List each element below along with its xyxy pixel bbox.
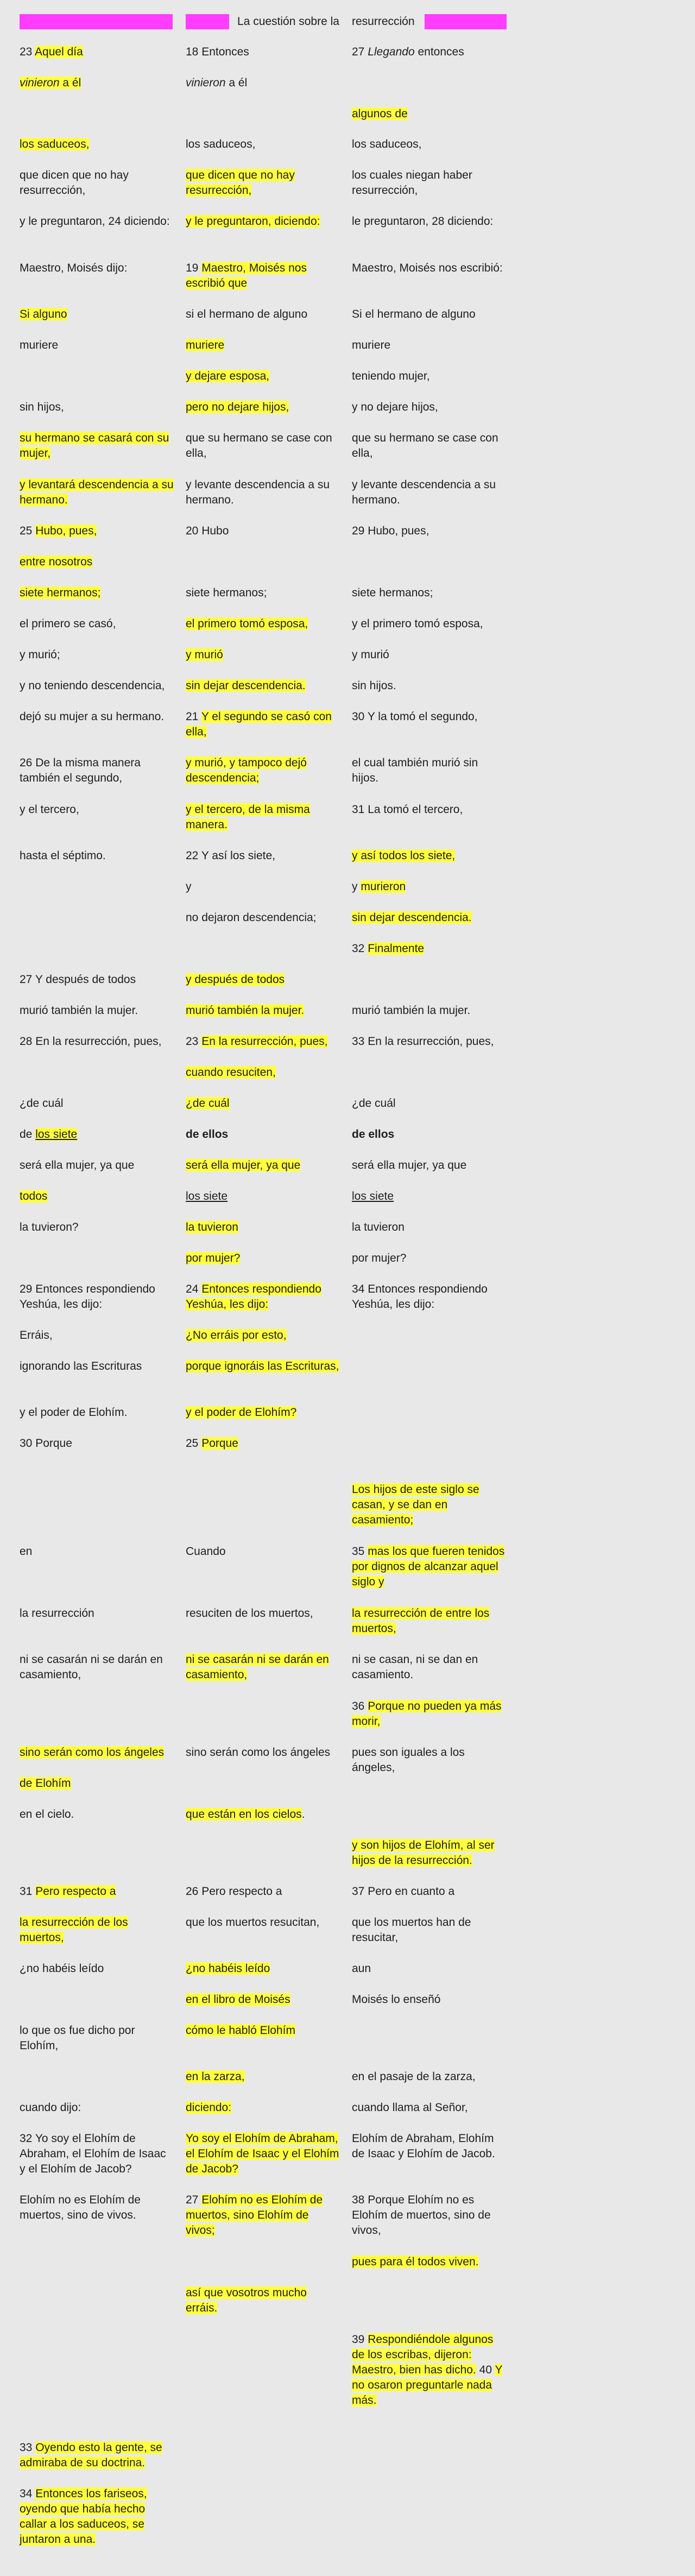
- col-a-row-43: en: [20, 1545, 33, 1558]
- col-a-row-49: en el cielo.: [20, 1808, 74, 1821]
- col-a-row-29: 28 En la resurrección, pues,: [20, 1035, 162, 1048]
- col-b-row-13: y levante descendencia a su hermano.: [186, 478, 330, 506]
- col-c-row-57: cuando llama al Señor,: [352, 2101, 468, 2114]
- col-b-row-1: 18 Entonces: [186, 46, 249, 58]
- col-c-row-34: los siete: [352, 1190, 394, 1202]
- col-a-row-40: y el poder de Elohím.: [20, 1406, 128, 1419]
- col-c-row-21: el cual también murió sin hijos.: [352, 757, 478, 784]
- col-c-row-6: le preguntaron, 28 diciendo:: [352, 215, 494, 228]
- col-c-row-58: Elohím de Abraham, Elohím de Isaac y Elohím de Jacob.: [352, 2132, 495, 2160]
- col-b-row-41: 25 Porque: [186, 1437, 238, 1450]
- col-b-row-6: y le preguntaron, diciendo:: [186, 215, 320, 228]
- col-a-row-18: y murió;: [20, 648, 60, 661]
- col-a-row-6: y le preguntaron, 24 diciendo:: [20, 215, 170, 228]
- col-b-row-25: no dejaron descendencia;: [186, 911, 317, 924]
- col-a-row-41: 30 Porque: [20, 1437, 72, 1450]
- col-b-row-2: vinieron a él: [186, 77, 248, 89]
- col-b-row-5: que dicen que no hay resurrección,: [186, 169, 295, 197]
- col-a-row-37: 29 Entonces respondiendo Yeshúa, les dijo:: [20, 1283, 155, 1311]
- col-a-row-33: será ella mujer, ya que: [20, 1159, 135, 1172]
- col-a-row-13: y levantará descendencia a su hermano.: [20, 478, 174, 506]
- col-c-row-26: 32 Finalmente: [352, 942, 425, 955]
- col-a-row-34: todos: [20, 1190, 48, 1202]
- col-b-row-35: la tuvieron: [186, 1221, 238, 1233]
- col-a-row-22: y el tercero,: [20, 803, 79, 816]
- col-c-row-45: ni se casan, ni se dan en casamiento.: [352, 1653, 478, 1681]
- col-b-row-45: ni se casarán ni se darán en casamiento,: [186, 1653, 329, 1681]
- col-b-row-18: y murió: [186, 648, 223, 661]
- col-a-row-39: ignorando las Escrituras: [20, 1360, 142, 1372]
- col-a-row-58: 32 Yo soy el Elohím de Abraham, el Elohím de Isaac y el Elohím de Jacob?: [20, 2132, 166, 2175]
- col-b-row-14: 20 Hubo: [186, 525, 229, 537]
- col-c-row-4: los saduceos,: [352, 138, 422, 150]
- col-b-row-43: Cuando: [186, 1545, 226, 1558]
- col-c-row-16: siete hermanos;: [352, 587, 433, 599]
- col-a-row-52: la resurrección de los muertos,: [20, 1916, 128, 1944]
- col-a-row-23: hasta el séptimo.: [20, 849, 106, 862]
- col-c-row-46: 36 Porque no pueden ya más morir,: [352, 1700, 502, 1728]
- col-a-row-15: entre nosotros: [20, 556, 93, 568]
- col-b-row-30: cuando resuciten,: [186, 1066, 276, 1079]
- col-c-row-31: ¿de cuál: [352, 1097, 396, 1110]
- col-a-row-5: que dicen que no hay resurrección,: [20, 169, 129, 197]
- col-b-row-7: 19 Maestro, Moisés nos escribió que: [186, 262, 307, 289]
- col-c-row-44: la resurrección de entre los muertos,: [352, 1607, 490, 1635]
- col-c-row-1: 27 Llegando entonces: [352, 46, 464, 58]
- col-c-row-50: y son hijos de Elohím, al ser hijos de la resurrección.: [352, 1839, 495, 1867]
- col-b-row-19: sin dejar descendencia.: [186, 679, 306, 692]
- col-c-row-9: muriere: [352, 339, 391, 351]
- col-a-row-53: ¿no habéis leído: [20, 1962, 104, 1975]
- pink-marker-b: [186, 14, 229, 29]
- col-b-row-22: y el tercero, de la misma manera.: [186, 803, 310, 831]
- col-b-row-49: que están en los cielos.: [186, 1808, 305, 1821]
- col-c-row-5: los cuales niegan haber resurrección,: [352, 169, 472, 197]
- col-c-row-10: teniendo mujer,: [352, 370, 430, 382]
- col-c-row-43: 35 mas los que fueren tenidos por dignos de alcanzar aquel siglo y: [352, 1545, 505, 1588]
- col-b-row-8: si el hermano de alguno: [186, 308, 308, 320]
- col-a-row-9: muriere: [20, 339, 59, 351]
- col-a-row-4: los saduceos,: [20, 138, 90, 150]
- col-b-row-29: 23 En la resurrección, pues,: [186, 1035, 328, 1048]
- col-c-row-23: y así todos los siete,: [352, 849, 456, 862]
- col-a-row-47: sino serán como los ángeles: [20, 1746, 165, 1759]
- col-b-row-57: diciendo:: [186, 2101, 232, 2114]
- col-c-row-18: y murió: [352, 648, 389, 661]
- col-c-row-36: por mujer?: [352, 1252, 407, 1264]
- col-c-row-54: Moisés lo enseñó: [352, 1993, 441, 2006]
- col-c-row-60: pues para él todos viven.: [352, 2256, 479, 2268]
- col-b-row-11: pero no dejare hijos,: [186, 401, 289, 413]
- col-a-row-59: Elohím no es Elohím de muertos, sino de vivos.: [20, 2194, 141, 2221]
- col-a-row-28: murió también la mujer.: [20, 1004, 138, 1017]
- col-c-row-3: algunos de: [352, 108, 408, 120]
- pink-marker-c: [425, 14, 507, 29]
- col-a-row-57: cuando dijo:: [20, 2101, 81, 2114]
- col-a-row-27: 27 Y después de todos: [20, 973, 136, 986]
- col-c-row-42: Los hijos de este siglo se casan, y se dan en casamiento;: [352, 1483, 479, 1526]
- col-b-row-17: el primero tomó esposa,: [186, 618, 308, 630]
- col-b-row-51: 26 Pero respecto a: [186, 1885, 282, 1898]
- col-c-row-17: y el primero tomó esposa,: [352, 618, 483, 630]
- col-c-row-13: y levante descendencia a su hermano.: [352, 478, 496, 506]
- col-c-row-33: será ella mujer, ya que: [352, 1159, 467, 1172]
- col-a-row-55: lo que os fue dicho por Elohím,: [20, 2024, 135, 2052]
- col-b-row-27: y después de todos: [186, 973, 285, 986]
- col-a-row-38: Erráis,: [20, 1329, 53, 1341]
- col-b-row-53: ¿no habéis leído: [186, 1962, 270, 1975]
- col-c-row-19: sin hijos.: [352, 679, 396, 692]
- resurrection-label: resurrección: [352, 15, 415, 28]
- col-c-row-29: 33 En la resurrección, pues,: [352, 1035, 494, 1048]
- col-b-row-61: así que vosotros mucho erráis.: [186, 2287, 307, 2314]
- col-c-row-59: 38 Porque Elohím no es Elohím de muertos, sino de vivos,: [352, 2194, 491, 2237]
- col-b-row-56: en la zarza,: [186, 2070, 245, 2083]
- col-c-row-32: de ellos: [352, 1128, 395, 1141]
- col-a-row-14: 25 Hubo, pues,: [20, 525, 97, 537]
- col-c-row-35: la tuvieron: [352, 1221, 405, 1233]
- col-a-row-19: y no teniendo descendencia,: [20, 679, 165, 692]
- col-a-row-7: Maestro, Moisés dijo:: [20, 262, 128, 274]
- col-a-row-2: vinieron a él: [20, 77, 81, 89]
- col-a-row-12: su hermano se casará con su mujer,: [20, 432, 169, 459]
- col-c-row-62: 39 Respondiéndole algunos de los escribas, dijeron: Maestro, bien has dicho. 40 Y no osaron preguntarle nada más.: [352, 2333, 503, 2407]
- col-b-row-24: y: [186, 880, 192, 893]
- col-b-row-23: 22 Y así los siete,: [186, 849, 275, 862]
- col-c-row-11: y no dejare hijos,: [352, 401, 438, 413]
- col-a-row-17: el primero se casó,: [20, 618, 116, 630]
- col-c-row-14: 29 Hubo, pues,: [352, 525, 429, 537]
- col-a-row-45: ni se casarán ni se darán en casamiento,: [20, 1653, 163, 1681]
- col-a-row-1: 23 Aquel día: [20, 46, 83, 58]
- col-b-row-55: cómo le habló Elohím: [186, 2024, 295, 2037]
- col-a-row-44: la resurrección: [20, 1607, 94, 1620]
- col-a-row-35: la tuvieron?: [20, 1221, 79, 1233]
- col-b-row-10: y dejare esposa,: [186, 370, 270, 382]
- col-b-row-32: de ellos: [186, 1128, 229, 1141]
- col-c-row-51: 37 Pero en cuanto a: [352, 1885, 455, 1898]
- col-b-row-44: resuciten de los muertos,: [186, 1607, 313, 1620]
- col-c-row-52: que los muertos han de resucitar,: [352, 1916, 471, 1944]
- col-a-row-48: de Elohím: [20, 1777, 71, 1790]
- col-c-row-7: Maestro, Moisés nos escribió:: [352, 262, 503, 274]
- col-a-row-63: 33 Oyendo esto la gente, se admiraba de su doctrina.: [20, 2441, 162, 2469]
- col-c-row-37: 34 Entonces respondiendo Yeshúa, les dijo:: [352, 1283, 488, 1311]
- col-a-row-32: de los siete: [20, 1128, 78, 1141]
- col-a-row-31: ¿de cuál: [20, 1097, 64, 1110]
- col-c-row-53: aun: [352, 1962, 371, 1975]
- col-b-row-4: los saduceos,: [186, 138, 256, 150]
- col-b-row-39: porque ignoráis las Escrituras,: [186, 1360, 339, 1372]
- col-c-row-24: y murieron: [352, 880, 406, 893]
- col-a-row-21: 26 De la misma manera también el segundo,: [20, 757, 141, 784]
- col-a-row-20: dejó su mujer a su hermano.: [20, 710, 165, 723]
- col-b-row-34: los siete: [186, 1190, 228, 1202]
- col-b-row-12: que su hermano se case con ella,: [186, 432, 332, 459]
- col-b-row-52: que los muertos resucitan,: [186, 1916, 320, 1929]
- resurrection-heading: [352, 14, 507, 29]
- pink-marker-a: [20, 14, 173, 29]
- col-b-row-9: muriere: [186, 339, 225, 351]
- col-c-row-20: 30 Y la tomó el segundo,: [352, 710, 478, 723]
- col-c-row-47: pues son iguales a los ángeles,: [352, 1746, 465, 1774]
- col-c-row-12: que su hermano se case con ella,: [352, 432, 498, 459]
- col-b-row-54: en el libro de Moisés: [186, 1993, 290, 2006]
- col-c-row-56: en el pasaje de la zarza,: [352, 2070, 476, 2083]
- col-b-row-31: ¿de cuál: [186, 1097, 230, 1110]
- col-a-row-64: 34 Entonces los fariseos, oyendo que había hecho callar a los saduceos, se juntaron a una.: [20, 2487, 147, 2546]
- col-c-row-8: Si el hermano de alguno: [352, 308, 476, 320]
- col-b-row-28: murió también la mujer.: [186, 1004, 305, 1017]
- col-c-row-28: murió también la mujer.: [352, 1004, 471, 1017]
- col-b-row-40: y el poder de Elohím?: [186, 1406, 297, 1419]
- col-c-row-25: sin dejar descendencia.: [352, 911, 472, 924]
- section-title: La cuestión sobre la: [237, 15, 339, 28]
- col-a-row-8: Si alguno: [20, 308, 67, 320]
- col-b-row-36: por mujer?: [186, 1252, 241, 1264]
- col-a-row-11: sin hijos,: [20, 401, 64, 413]
- col-b-row-47: sino serán como los ángeles: [186, 1746, 331, 1759]
- col-b-row-20: 21 Y el segundo se casó con ella,: [186, 710, 332, 738]
- col-b-row-33: será ella mujer, ya que: [186, 1159, 301, 1172]
- col-b-row-37: 24 Entonces respondiendo Yeshúa, les dijo:: [186, 1283, 321, 1311]
- col-b-row-58: Yo soy el Elohím de Abraham, el Elohím de Isaac y el Elohím de Jacob?: [186, 2132, 339, 2175]
- col-b-row-21: y murió, y tampoco dejó descendencia;: [186, 757, 307, 784]
- col-a-row-16: siete hermanos;: [20, 587, 101, 599]
- col-b-row-38: ¿No erráis por esto,: [186, 1329, 287, 1341]
- col-a-row-51: 31 Pero respecto a: [20, 1885, 116, 1898]
- col-b-row-16: siete hermanos;: [186, 587, 267, 599]
- col-b-row-59: 27 Elohím no es Elohím de muertos, sino Elohím de vivos;: [186, 2194, 323, 2237]
- col-c-row-22: 31 La tomó el tercero,: [352, 803, 463, 816]
